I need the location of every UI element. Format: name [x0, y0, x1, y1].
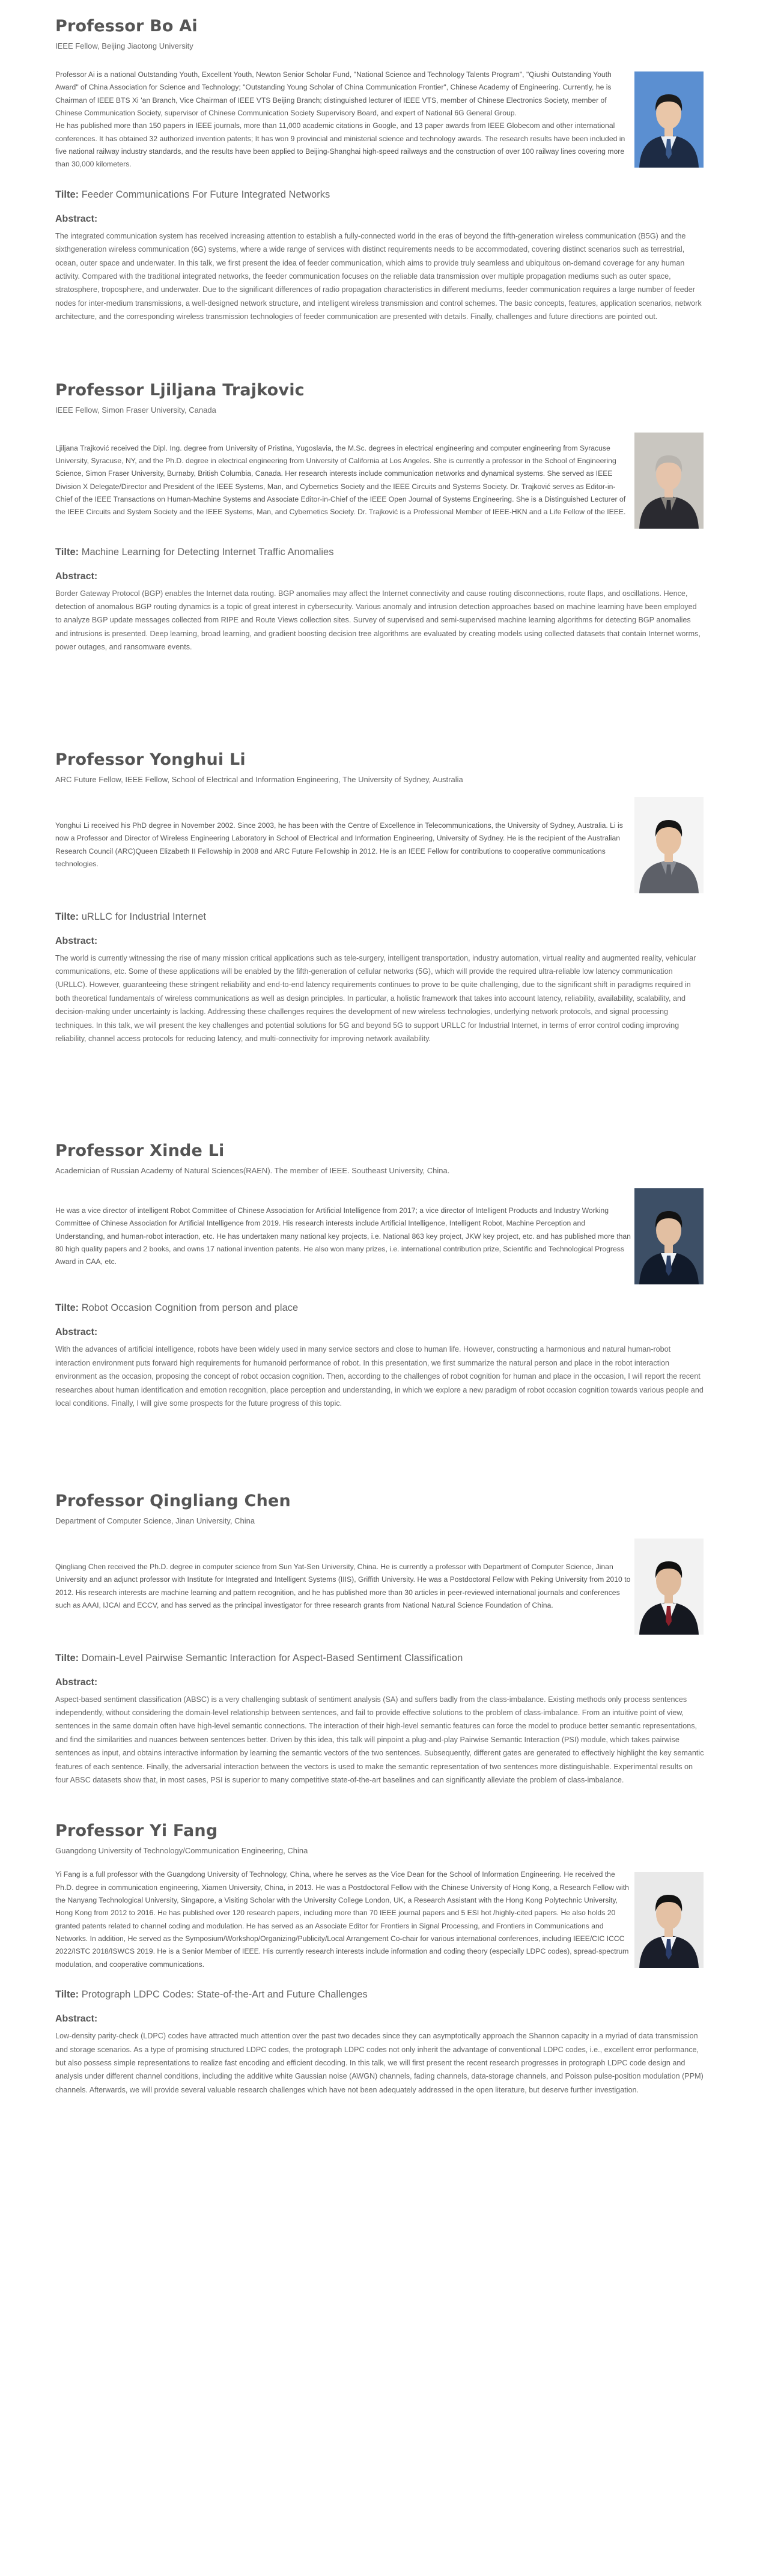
- talk-title: [55, 911, 705, 923]
- talk-title: [55, 1302, 705, 1314]
- speaker-photo: [634, 71, 704, 168]
- talk-title: [55, 1989, 705, 2000]
- speaker-bio-row: [55, 433, 705, 529]
- talk-title: [55, 547, 705, 558]
- speaker-bio-row: [55, 1539, 705, 1635]
- bio-paragraph: Yonghui Li received his PhD degree in November 2002. Since 2003, he has been with the Centre of Excellence in Telecommunications, the University of Sydney, Australia. Li is now a Professor and Director of Wireless Engineering Laboratory in School of Electrical and Information Engineering, University of Sydney. He is the recipient of the Australian Research Council (ARC)Queen Elizabeth II Fellowship in 2008 and ARC Future Fellowship in 2012. He is an IEEE Fellow for contributions to cooperative communications technologies.: [55, 821, 623, 868]
- abstract-heading: Abstract:: [55, 935, 98, 946]
- speaker-name: Professor Ljiljana Trajkovic: [55, 380, 305, 399]
- talk-title-label: Tilte:: [55, 546, 79, 557]
- talk-title-label: Tilte:: [55, 1652, 79, 1663]
- talk-title-text: Domain-Level Pairwise Semantic Interaction for Aspect-Based Sentiment Classification: [81, 1652, 463, 1663]
- speaker-affiliation: Academician of Russian Academy of Natural Sciences(RAEN). The member of IEEE. Southeast University, China.: [55, 1166, 450, 1176]
- speaker-photo: [634, 797, 704, 893]
- speaker-name: Professor Xinde Li: [55, 1141, 225, 1161]
- abstract-text: Aspect-based sentiment classification (ABSC) is a very challenging subtask of sentiment analysis (SA) and suffers badly from the class-imbalance. Existing methods only process sentences independently, without considering the domain-level relationship between sentences, and fail to provide effective solutions to the problem of class-imbalance. From an intuitive point of view, sentences in the same domain often have high-level semantic connections. The interaction of their high-level semantic features can force the model to produce better semantic representations, and find the similarities and nuances between sentences better. Driven by this idea, this talk will pinpoint a plug-and-play Pairwise Semantic Interaction (PSI) module, which takes pairwise sentences as input, and obtains interactive information by learning the semantic vectors of the two sentences. Subsequently, different gates are generated to effectively highlight the key semantic features of each sentence. Finally, the adversarial interaction between the vectors is used to make the semantic representation of two sentences more distinguishable. Experimental results on four ABSC datasets show that, in most cases, PSI is superior to many competitive state-of-the-art baselines and can significantly alleviate the problem of class-imbalance.: [55, 1695, 704, 1784]
- speaker-photo: [634, 433, 704, 529]
- talk-title-label: Tilte:: [55, 911, 79, 922]
- abstract-text: Low-density parity-check (LDPC) codes have attracted much attention over the past two decades since they can asymptotically approach the Shannon capacity in a myriad of data transmission and storage scenarios. As a type of promising structured LDPC codes, the protograph LDPC codes not only inherit the advantage of conventional LDPC codes, i.e., excellent error performance, but also possess simple representations to realize fast encoding and efficient decoding. In this talk, we will first present the recent research progresses in protograph LDPC code design and analysis under different channel conditions, including the additive white Gaussian noise (AWGN) channels, fading channels, data-storage channels, and Poisson pulse-position modulation (PPM) channels. Afterwards, we will provide several valuable research challenges which have not been adequately addressed in the open literature, but deserve further investigation.: [55, 2032, 704, 2094]
- bio-paragraph: Professor Ai is a national Outstanding Youth, Excellent Youth, Newton Senior Scholar Fund, "National Science and Technology Talents Program", "Qiushi Outstanding Youth Award" of China Association for Science and Technology; "Outstanding Young Scholar of China Communication Frontier", Chinese Academy of Engineering. Currently, he is Chairman of IEEE BTS Xi 'an Branch, Vice Chairman of IEEE VTS Beijing Branch; distinguished lecturer of IEEE VTS, member of Chinese Electronics Society, member of Chinese Communication Society, supervisor of Chinese Communication Society Supervisory Board, and expert of National 6G General Group.: [55, 70, 612, 118]
- portrait-illustration: [634, 1188, 704, 1284]
- talk-title-label: Tilte:: [55, 189, 79, 200]
- speaker-affiliation: IEEE Fellow, Beijing Jiaotong University: [55, 41, 193, 50]
- abstract-text: The world is currently witnessing the rise of many mission critical applications such as tele-surgery, intelligent transportation, industry automation, virtual reality and augmented reality, vehicular communications, etc. Some of these applications will be enabled by the fifth-generation of cellular networks (5G), which will provide the required ultra-reliable low latency communication (URLLC). However, guaranteeing these stringent reliability and end-to-end latency requirements continues to prove to be quite challenging, due to the significant shift in paradigms required in both theoretical fundamentals of wireless communications as well as design principles. In particular, a holistic framework that takes into account latency, reliability, availability, scalability, and decision-making under uncertainty is lacking. Addressing these challenges requires the development of new wireless technologies, underlying network protocols, and signal processing techniques. In this talk, we will present the key challenges and potential solutions for 5G and beyond 5G to support URLLC for Industrial Internet, in terms of error control coding improving reliability, channel access protocols for reducing latency, and multi-connectivity for improving network availability.: [55, 953, 696, 1043]
- bio-paragraph: Qingliang Chen received the Ph.D. degree in computer science from Sun Yat-Sen University, China. He is currently a professor with Department of Computer Science, Jinan University and an adjunct professor with Institute for Integrated and Intelligent Systems (IIIS), Griffith University. He was a Postdoctoral Fellow with Peking University from 2010 to 2012. His research interests are machine learning and pattern recognition, and he has published more than 30 articles in peer-reviewed international journals and conferences such as AAAI, IJCAI and ECCV, and has served as the principal investigator for three research grants from National Natural Science Foundation of China.: [55, 1562, 631, 1609]
- speaker-section: [55, 687, 705, 1079]
- speaker-bio: [55, 819, 632, 870]
- abstract-heading: Abstract:: [55, 2014, 98, 2025]
- bio-paragraph: He was a vice director of intelligent Robot Committee of Chinese Association for Artificial Intelligence from 2017; a vice director of Intelligent Products and Industry Working Committee of Chinese Association for Artificial Intelligence from 2019. His research interests include Artificial Intelligence, Intelligent Robot, Machine Perception and Understanding, and human-robot interaction, etc. He has undertaken many national key projects, i.e. National 863 key project, JKW key project, etc. and has published more than 80 high quality papers and 2 books, and owns 17 national invention patents. He also won many prizes, i.e. international contribution prize, Scientific and Technological Progress Award in CAA, etc.: [55, 1206, 631, 1266]
- speaker-affiliation: ARC Future Fellow, IEEE Fellow, School of Electrical and Information Engineering, The University of Sydney, Australia: [55, 774, 463, 784]
- speaker-bio: [55, 68, 632, 171]
- speaker-name: Professor Bo Ai: [55, 17, 198, 35]
- speaker-section: [55, 1444, 705, 1805]
- speaker-name: Professor Yi Fang: [55, 1821, 218, 1841]
- bio-paragraph: He has published more than 150 papers in IEEE journals, more than 11,000 academic citations in Google, and 13 paper awards from IEEE Globecom and other international conferences. It has obtained 32 authorized invention patents; It has won 9 provincial and ministerial science and technology awards. The research results have been included in five national railway industry standards, and the results have been applied to Beijing-Shanghai high-speed railways and the construction of over 100 railway lines covering more than 30,000 kilometers.: [55, 121, 625, 169]
- abstract-text: With the advances of artificial intelligence, robots have been widely used in many service sectors and close to human life. However, constructing a harmonious and natural human-robot interaction environment puts forward high requirements for humanoid performance of robot. In this presentation, we first summarize the natural person and place in the robot interaction environment as the occasion, proposing the concept of robot occasion cognition. Then, according to the challenges of robot cognition for human and place in the occasion, I will report the recent researches about human identification and emotion recognition, place perception and understanding, in which we explore a new paradigm of robot occasion cognition towards various people and local conditions. Finally, I will give some prospects for the future progress of this topic.: [55, 1345, 704, 1408]
- speaker-bio: [55, 1204, 632, 1269]
- abstract-heading: Abstract:: [55, 1677, 98, 1687]
- speaker-bio: [55, 442, 632, 519]
- speaker-section: [55, 1078, 705, 1443]
- portrait-illustration: [634, 433, 704, 529]
- talk-title: [55, 189, 705, 201]
- speaker-photo: [634, 1539, 704, 1635]
- talk-title-label: Tilte:: [55, 1989, 79, 2000]
- portrait-illustration: [634, 1872, 704, 1968]
- talk-title-label: Tilte:: [55, 1302, 79, 1314]
- abstract-text: Border Gateway Protocol (BGP) enables the Internet data routing. BGP anomalies may affect the Internet connectivity and cause routing disconnections, route flaps, and oscillations. Hence, detection of anomalous BGP routing dynamics is a topic of great interest in cybersecurity. Various anomaly and intrusion detection approaches based on machine learning have been employed to analyze BGP update messages collected from RIPE and Route Views collection sites. Survey of supervised and semi-supervised machine learning algorithms for detecting BGP anomalies and intrusions is presented. Deep learning, broad learning, and gradient boosting decision tree algorithms are evaluated by creating models using collected datasets that contain Internet worms, power outages, and ransomware events.: [55, 589, 701, 652]
- speaker-affiliation: Guangdong University of Technology/Communication Engineering, China: [55, 1846, 308, 1856]
- bio-paragraph: Yi Fang is a full professor with the Guangdong University of Technology, China, where he serves as the Vice Dean for the School of Information Engineering. He received the Ph.D. degree in communication engineering, Xiamen University, China, in 2013. He was a Postdoctoral Fellow with the Chinese University of Hong Kong, a Research Fellow with the Nanyang Technological University, Singapore, a Visiting Scholar with the University College London, UK, a Research Assistant with the Hong Kong Polytechnic University, Hong Kong from 2012 to 2016. He has published over 120 research papers, including more than 70 IEEE journal papers and 5 ESI hot /highly-cited papers. He also holds 20 granted patents related to channel coding and modulation. He has served as an Associate Editor for Frontiers in Signal Processing, and Frontiers in Communications and Networks. In addition, He served as the Symposium/Workshop/Organizing/Publicity/Local Arrangement Co-chair for various international conferences, including IEEE/CIC ICCC 2022/ISTC 2018/ISWCS 2019. He is a Senior Member of IEEE. His currently research interests include information and coding theory (especially LDPC codes), spread-spectrum modulation, and cooperative communications.: [55, 1870, 629, 1969]
- talk-title-text: Machine Learning for Detecting Internet Traffic Anomalies: [81, 546, 334, 557]
- portrait-illustration: [634, 71, 704, 168]
- speaker-section: [55, 357, 705, 687]
- speaker-section: [55, 1805, 705, 2115]
- abstract-heading: Abstract:: [55, 213, 98, 224]
- speaker-bio: [55, 1868, 632, 1971]
- speaker-bio-row: [55, 797, 705, 893]
- speaker-photo: [634, 1872, 704, 1968]
- portrait-illustration: [634, 797, 704, 893]
- speaker-bio: [55, 1561, 632, 1612]
- speaker-bio-row: [55, 68, 705, 171]
- speaker-section: [55, 17, 705, 357]
- talk-title-text: Protograph LDPC Codes: State-of-the-Art and Future Challenges: [81, 1989, 368, 2000]
- speaker-name: Professor Yonghui Li: [55, 750, 246, 769]
- talk-title-text: Robot Occasion Cognition from person and place: [81, 1302, 299, 1314]
- talk-title: [55, 1653, 705, 1664]
- speaker-photo: [634, 1188, 704, 1284]
- speaker-bio-row: [55, 1188, 705, 1284]
- speaker-name: Professor Qingliang Chen: [55, 1491, 291, 1510]
- talk-title-text: uRLLC for Industrial Internet: [81, 911, 206, 922]
- bio-paragraph: Ljiljana Trajković received the Dipl. Ing. degree from University of Pristina, Yugoslavia, the M.Sc. degrees in electrical engineering and computer engineering from Syracuse University, Syracuse, NY, and the Ph.D. degree in electrical engineering from University of California at Los Angeles. She is currently a professor in the School of Engineering Science, Simon Fraser University, Burnaby, British Columbia, Canada. Her research interests include communication networks and dynamical systems. She served as IEEE Division X Delegate/Director and President of the IEEE Systems, Man, and Cybernetics Society and the IEEE Circuits and Systems Society. Dr. Trajković serves as Editor-in-Chief of the IEEE Transactions on Human-Machine Systems and Associate Editor-in-Chief of the IEEE Open Journal of Systems Engineering. She is a Distinguished Lecturer of the IEEE Circuits and System Society and the IEEE Systems, Man, and Cybernetics Society. Dr. Trajković is a Professional Member of IEEE-HKN and a Life Fellow of the IEEE.: [55, 443, 626, 517]
- speaker-affiliation: Department of Computer Science, Jinan University, China: [55, 1516, 255, 1525]
- talk-title-text: Feeder Communications For Future Integrated Networks: [81, 189, 330, 200]
- abstract-heading: Abstract:: [55, 1327, 98, 1338]
- speaker-affiliation: IEEE Fellow, Simon Fraser University, Canada: [55, 405, 216, 415]
- speaker-bio-row: [55, 1868, 705, 1971]
- portrait-illustration: [634, 1539, 704, 1635]
- abstract-heading: Abstract:: [55, 571, 98, 582]
- abstract-text: The integrated communication system has received increasing attention to establish a fully-connected world in the eras of beyond the fifth-generation wireless communication (B5G) and the sixthgeneration wireless communication (6G) systems, where a wide range of services with distinct requirements needs to be accommodated, covering distinct scenarios such as terrestrial, ocean, outer space and underwater. In this talk, we first present the idea of feeder communication, which aims to provide truly seamless and ubiquitous on-demand coverage for any human activity. Compared with the traditional integrated networks, the feeder communication focuses on the reliable data transmission over multiple propagation mediums such as outer space, stratosphere, troposphere, and underwater. Due to the significant differences of radio propagation characteristics in different mediums, feeder communication requires a large number of feeder nodes for inter-medium transmissions, a well-designed network structure, and intelligent wireless transmission and control schemes. The basic concepts, features, application scenarios, network architecture, and the corresponding wireless transmission technologies of feeder communication are presented with details. Finally, challenges and future directions are pointed out.: [55, 231, 702, 321]
